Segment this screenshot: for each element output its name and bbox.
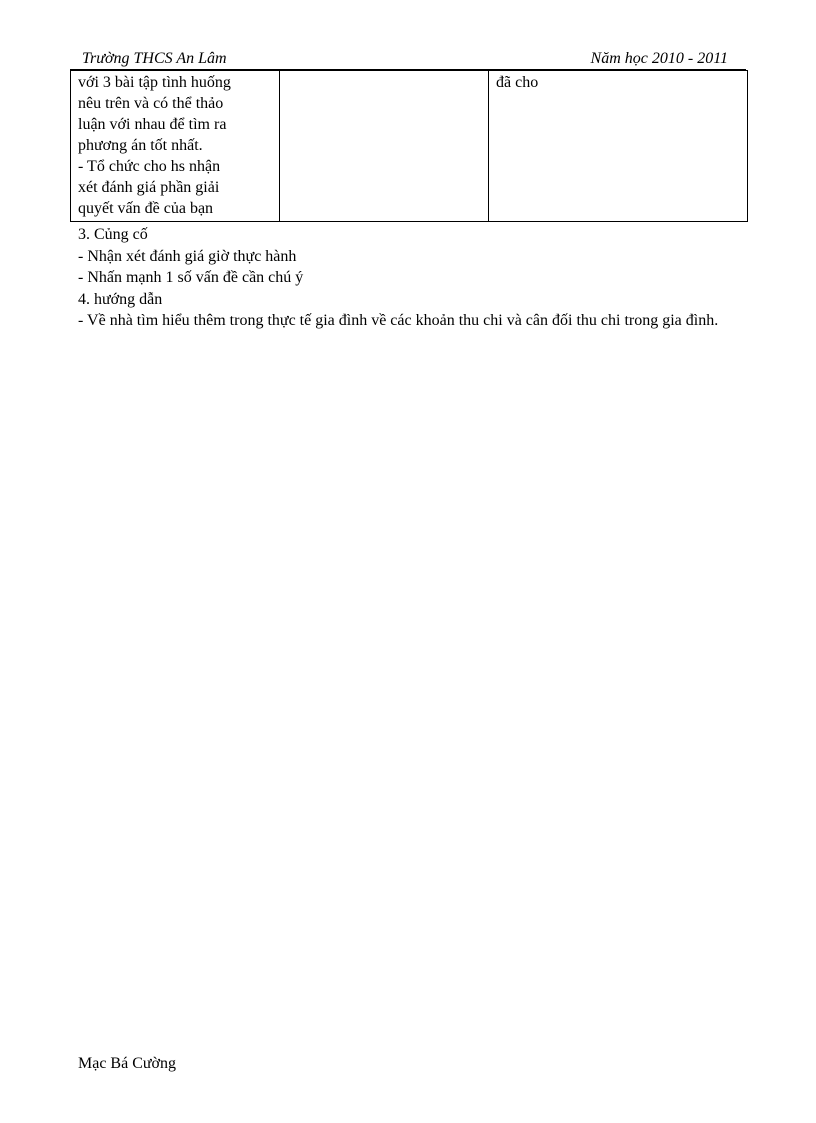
- cell-line: xét đánh giá phần giải: [78, 179, 220, 196]
- cell-line: nêu trên và có thể thảo: [78, 95, 224, 112]
- section-3-title: 3. Củng cố: [78, 226, 148, 243]
- section-3-item: - Nhấn mạnh 1 số vấn đề cần chú ý: [78, 269, 304, 286]
- author-name: Mạc Bá Cường: [78, 1055, 177, 1072]
- cell-line: quyết vấn đề của bạn: [78, 200, 214, 217]
- content-cell: [489, 71, 748, 222]
- section-3-item: - Nhận xét đánh giá giờ thực hành: [78, 247, 297, 265]
- cell-line: đã cho: [496, 74, 539, 91]
- section-4-title: 4. hướng dẫn: [78, 290, 163, 308]
- school-name: Trường THCS An Lâm: [82, 50, 227, 67]
- lesson-table: [70, 70, 748, 222]
- cell-line: - Tổ chức cho hs nhận: [78, 158, 221, 175]
- lesson-body: [78, 224, 738, 332]
- page-header: [70, 50, 746, 70]
- table-row: [71, 71, 748, 222]
- section-4-text: - Về nhà tìm hiểu thêm trong thực tế gia đình về các khoản thu chi và cân đối thu chi trong gia đình.: [78, 312, 719, 329]
- teacher-activity-cell: [71, 71, 280, 222]
- cell-line: phương án tốt nhất.: [78, 137, 203, 154]
- school-year: Năm học 2010 - 2011: [590, 50, 728, 67]
- cell-line: với 3 bài tập tình huống: [78, 74, 231, 91]
- student-activity-cell: [280, 71, 489, 222]
- cell-line: luận với nhau để tìm ra: [78, 116, 227, 133]
